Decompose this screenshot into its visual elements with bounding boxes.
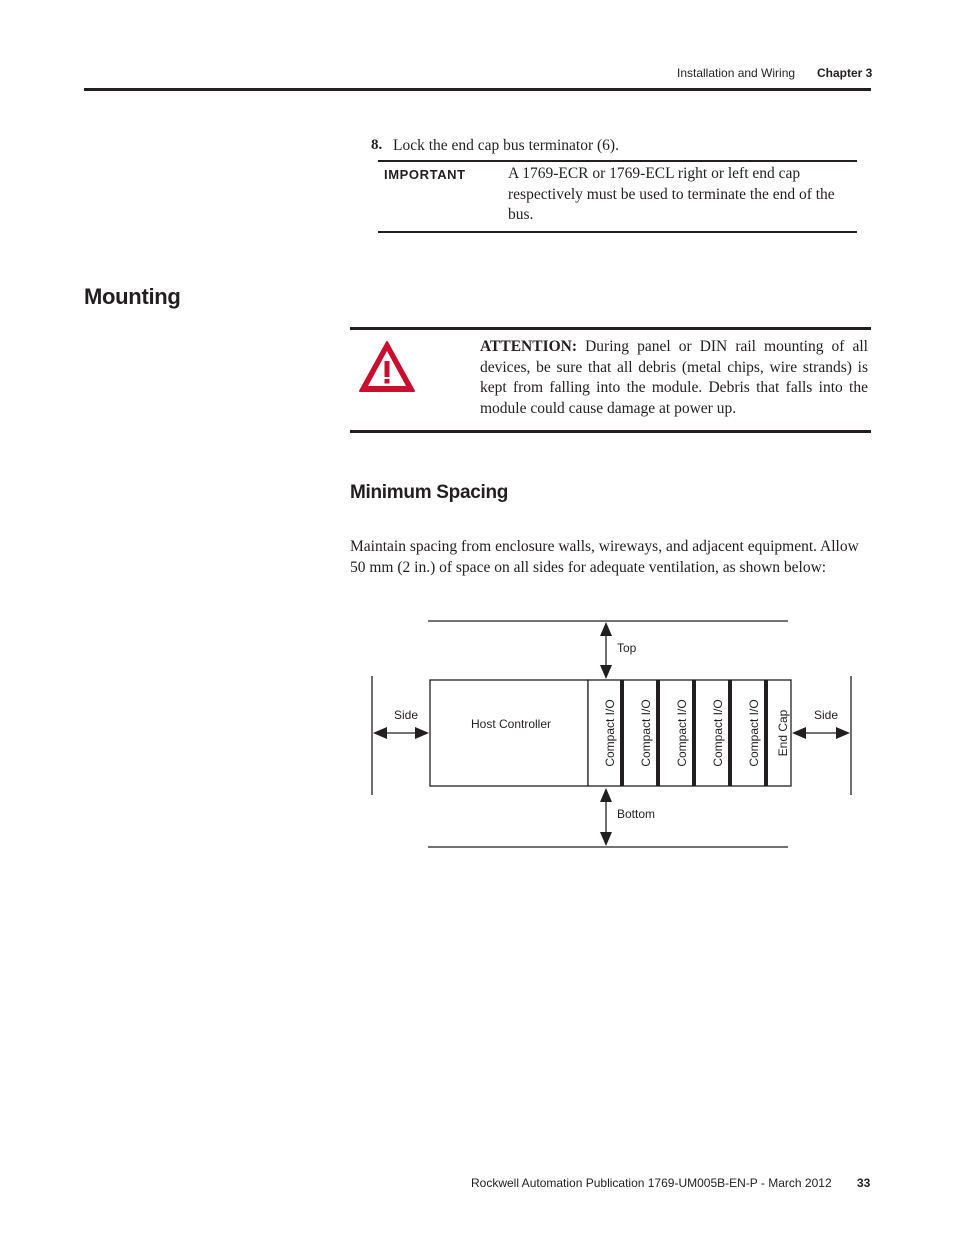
module-divider	[764, 680, 768, 786]
right-arrow-icon	[792, 727, 806, 739]
important-label: IMPORTANT	[384, 167, 466, 182]
left-arrow-icon	[373, 727, 387, 739]
host-controller-label: Host Controller	[470, 717, 552, 731]
module-divider	[692, 680, 696, 786]
footer-publication: Rockwell Automation Publication 1769-UM005B-EN-P - March 2012	[471, 1176, 832, 1190]
right-side-label: Side	[814, 708, 839, 722]
attention-text	[480, 337, 868, 419]
step-number: 8.	[371, 137, 383, 153]
section-heading-mounting: Mounting	[84, 284, 181, 309]
module-label: Compact I/O	[747, 699, 761, 767]
running-header-chapter: Chapter 3	[817, 66, 873, 80]
attention-label: ATTENTION:	[480, 338, 578, 355]
important-bottom-rule	[378, 231, 857, 233]
important-top-rule	[378, 160, 857, 162]
bottom-arrow-icon	[600, 788, 612, 802]
important-text: A 1769-ECR or 1769-ECL right or left end cap respectively must be used to terminate the end of the bus.	[508, 165, 835, 223]
module-label: Compact I/O	[711, 699, 725, 767]
module-divider	[656, 680, 660, 786]
bottom-label: Bottom	[617, 807, 656, 821]
running-header-section: Installation and Wiring	[677, 66, 796, 80]
attention-top-rule	[350, 327, 871, 330]
header-rule	[84, 88, 871, 91]
module-divider	[620, 680, 624, 786]
minimum-spacing-diagram	[360, 615, 860, 855]
left-side-label: Side	[394, 708, 419, 722]
module-label: Compact I/O	[603, 699, 617, 767]
module-label: Compact I/O	[639, 699, 653, 767]
top-label: Top	[617, 641, 637, 655]
module-divider	[728, 680, 732, 786]
spacing-paragraph: Maintain spacing from enclosure walls, wireways, and adjacent equipment. Allow 50 mm (2 in.) of space on all sides for adequate ventilation, as shown below:	[350, 538, 859, 576]
subsection-heading-minimum-spacing: Minimum Spacing	[350, 482, 509, 503]
end-cap-label: End Cap	[776, 709, 790, 757]
top-arrow-icon	[600, 622, 612, 636]
module-label: Compact I/O	[675, 699, 689, 767]
page-number: 33	[857, 1176, 871, 1190]
attention-body: During panel or DIN rail mounting of all devices, be sure that all debris (metal chips, wire strands) is kept from falling into the module. Debris that falls into the module could cause damage at power up.	[480, 338, 868, 417]
attention-bottom-rule	[350, 430, 871, 433]
host-controller-box	[430, 680, 588, 786]
step-text: Lock the end cap bus terminator (6).	[393, 137, 619, 154]
warning-triangle-icon	[358, 340, 416, 393]
